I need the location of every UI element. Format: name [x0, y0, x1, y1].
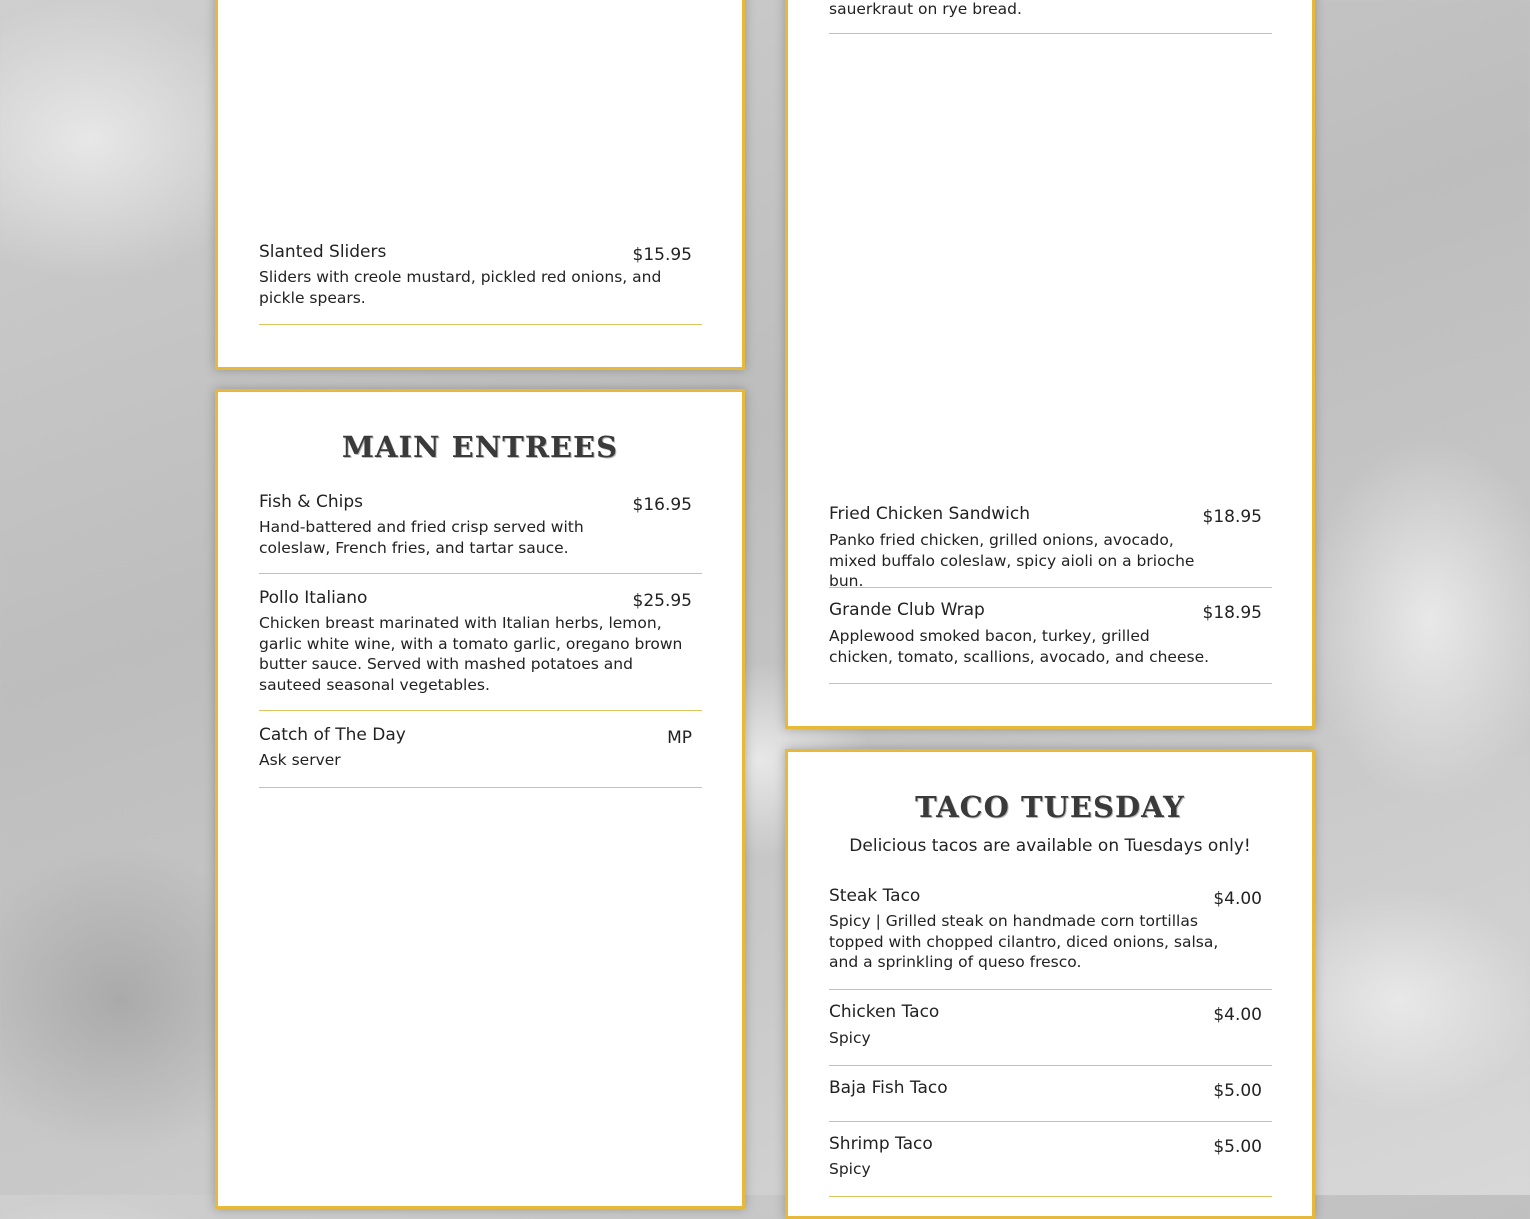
menu-item [829, 1134, 1272, 1197]
item-name: Steak Taco [829, 886, 921, 906]
appetizers-card [215, 0, 745, 370]
item-description: sauerkraut on rye bread. [829, 0, 1022, 18]
item-name: Baja Fish Taco [829, 1078, 948, 1098]
item-price: $4.00 [1213, 889, 1262, 909]
item-description: Spicy [829, 1160, 871, 1178]
item-description: Ask server [259, 751, 341, 769]
main-entrees-card [215, 389, 745, 1209]
item-description: Hand-battered and fried crisp served with coleslaw, French fries, and tartar sauce. [259, 518, 584, 557]
section-title: MAIN ENTREES [341, 430, 619, 464]
item-price: $25.95 [632, 591, 692, 611]
item-name: Slanted Sliders [259, 242, 387, 262]
item-name: Catch of The Day [259, 725, 406, 745]
item-name: Chicken Taco [829, 1002, 940, 1022]
item-price: $15.95 [632, 245, 692, 265]
item-price: MP [667, 728, 692, 748]
sandwiches-card [785, 0, 1315, 729]
item-description: Chicken breast marinated with Italian herbs, lemon, garlic white wine, with a tomato garlic, oregano brown butter sauce. Served with mashed potatoes and sauteed seasonal vegetables. [259, 614, 683, 694]
item-price: $18.95 [1202, 507, 1262, 527]
menu-item [259, 242, 702, 325]
item-name: Pollo Italiano [259, 588, 368, 608]
section-title: TACO TUESDAY [915, 790, 1185, 824]
item-price: $5.00 [1213, 1137, 1262, 1157]
item-name: Fried Chicken Sandwich [829, 504, 1031, 524]
item-description: Sliders with creole mustard, pickled red onions, and pickle spears. [259, 268, 662, 307]
taco-tuesday-card [785, 749, 1315, 1219]
item-description: Spicy [829, 1029, 871, 1047]
item-name: Shrimp Taco [829, 1134, 933, 1154]
menu-item [259, 492, 702, 574]
menu-item [829, 504, 1272, 588]
section-subtitle: Delicious tacos are available on Tuesdays only! [849, 836, 1251, 856]
item-description: Spicy | Grilled steak on handmade corn tortillas topped with chopped cilantro, diced onions, salsa, and a sprinkling of queso fresco. [829, 912, 1219, 971]
menu-item [829, 886, 1272, 990]
item-description: Applewood smoked bacon, turkey, grilled chicken, tomato, scallions, avocado, and cheese. [829, 627, 1210, 666]
item-price: $4.00 [1213, 1005, 1262, 1025]
item-price: $5.00 [1213, 1081, 1262, 1101]
menu-item [259, 588, 702, 711]
menu-item [829, 600, 1272, 684]
menu-item [829, 1078, 1272, 1122]
menu-item [259, 725, 702, 788]
item-name: Fish & Chips [259, 492, 363, 512]
menu-item-partial [829, 0, 1272, 34]
item-price: $18.95 [1202, 603, 1262, 623]
item-price: $16.95 [632, 495, 692, 515]
menu-item [829, 1002, 1272, 1066]
item-name: Grande Club Wrap [829, 600, 985, 620]
item-description: Panko fried chicken, grilled onions, avocado, mixed buffalo coleslaw, spicy aioli on a brioche bun. [829, 531, 1195, 590]
